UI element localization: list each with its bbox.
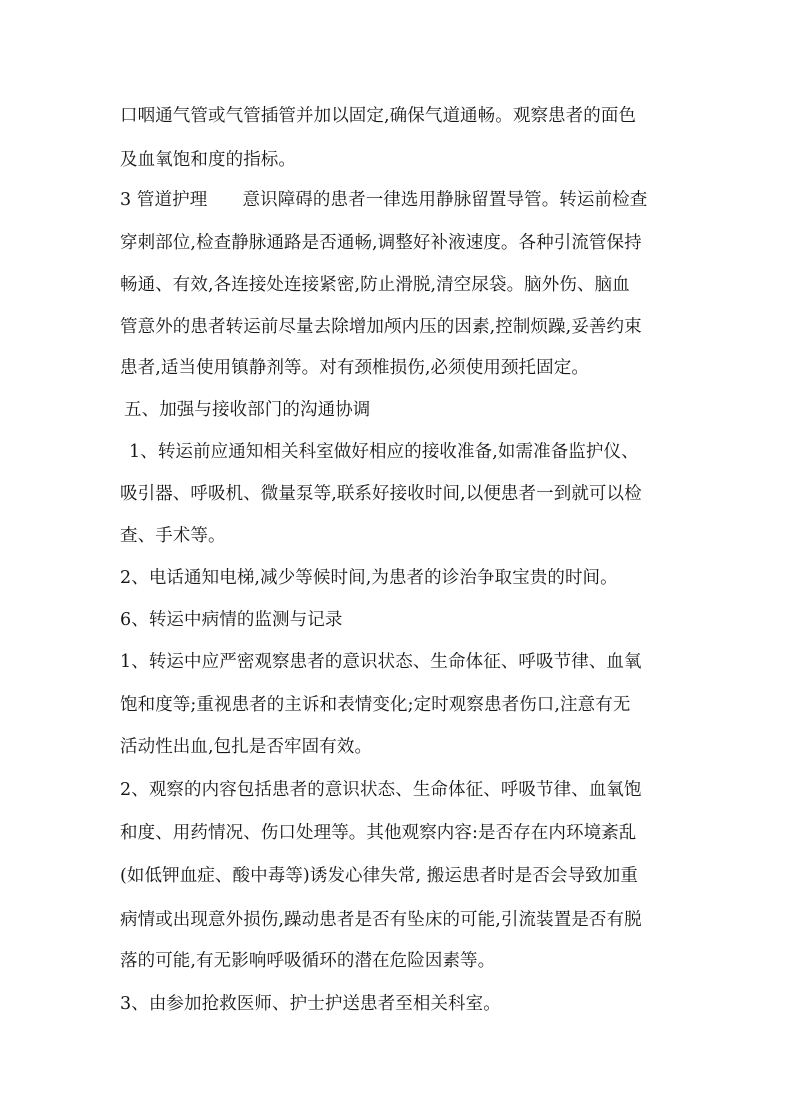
text-line: 畅通、有效,各连接处连接紧密,防止滑脱,清空尿袋。脑外伤、脑血 bbox=[120, 275, 630, 295]
text-line: (如低钾血症、酸中毒等)诱发心律失常, 搬运患者时是否会导致加重 bbox=[120, 866, 638, 886]
text-line: 吸引器、呼吸机、微量泵等,联系好接收时间,以便患者一到就可以检 bbox=[120, 484, 642, 504]
text-line: 和度、用药情况、伤口处理等。其他观察内容:是否存在内环境紊乱 bbox=[120, 823, 637, 843]
text-line: 穿刺部位,检查静脉通路是否通畅,调整好补液速度。各种引流管保持 bbox=[120, 233, 642, 253]
list-item: 1、转运前应通知相关科室做好相应的接收准备,如需准备监护仪、 bbox=[129, 442, 639, 462]
text-line: 活动性出血,包扎是否牢固有效。 bbox=[120, 737, 373, 757]
list-item: 2、电话通知电梯,减少等候时间,为患者的诊治争取宝贵的时间。 bbox=[120, 568, 618, 588]
list-item: 3、由参加抢救医师、护士护送患者至相关科室。 bbox=[120, 994, 501, 1014]
text-line: 患者,适当使用镇静剂等。对有颈椎损伤,必须使用颈托固定。 bbox=[120, 358, 589, 378]
list-item: 1、转运中应严密观察患者的意识状态、生命体征、呼吸节律、血氧 bbox=[120, 652, 642, 672]
text-line: 口咽通气管或气管插管并加以固定,确保气道通畅。观察患者的面色 bbox=[120, 106, 637, 126]
text-line: 及血氧饱和度的指标。 bbox=[120, 150, 296, 170]
text-line: 饱和度等;重视患者的主诉和表情变化;定时观察患者伤口,注意有无 bbox=[120, 695, 631, 715]
text-line: 查、手术等。 bbox=[120, 526, 226, 546]
text-line: 病情或出现意外损伤,躁动患者是否有坠床的可能,引流装置是否有脱 bbox=[120, 910, 642, 930]
section-line-pipe-care: 3 管道护理 意识障碍的患者一律选用静脉留置导管。转运前检查 bbox=[120, 190, 648, 210]
text-line: 落的可能,有无影响呼吸循环的潜在危险因素等。 bbox=[120, 951, 496, 971]
list-item: 2、观察的内容包括患者的意识状态、生命体征、呼吸节律、血氧饱 bbox=[120, 780, 642, 800]
section-heading-monitoring: 6、转运中病情的监测与记录 bbox=[120, 610, 343, 630]
text-line: 管意外的患者转运前尽量去除增加颅内压的因素,控制烦躁,妥善约束 bbox=[120, 317, 642, 337]
section-heading-communication: 五、加强与接收部门的沟通协调 bbox=[124, 400, 371, 420]
